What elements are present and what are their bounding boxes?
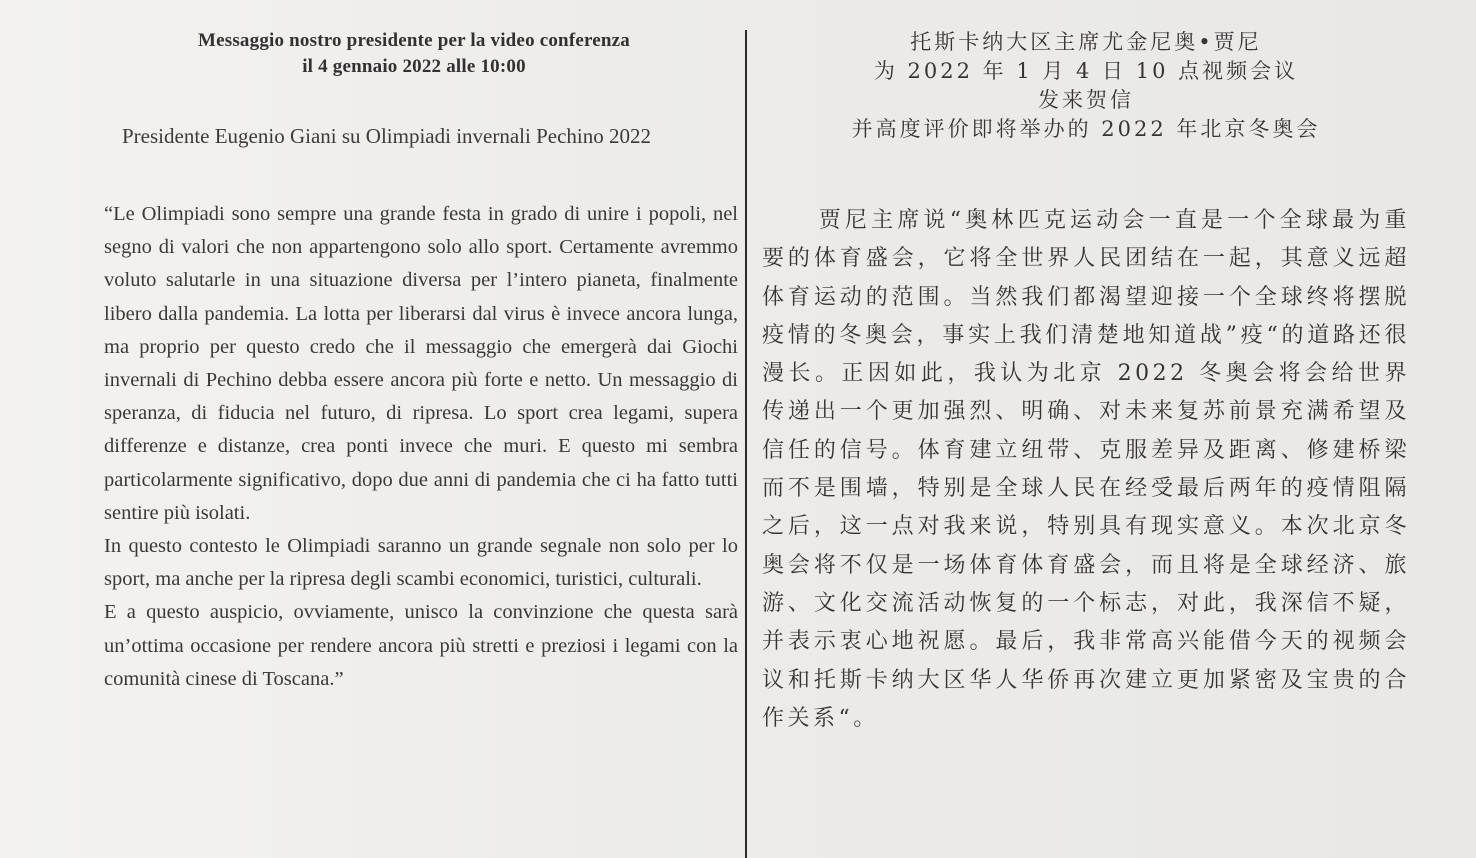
italian-body [104,198,738,696]
chinese-paragraph: 贾尼主席说“奥林匹克运动会一直是一个全球最为重要的体育盛会，它将全世界人民团结在一起，其意义远超体育运动的范围。当然我们都渴望迎接一个全球终将摆脱疫情的冬奥会，事实上我们清楚地知道战”疫“的道路还很漫长。正因如此，我认为北京 2022 冬奥会将会给世界传递出一个更加强烈、明确、对未来复苏前景充满希望及信任的信号。体育建立纽带、克服差异及距离、修建桥梁而不是围墙，特别是全球人民在经受最后两年的疫情阻隔之后，这一点对我来说，特别具有现实意义。本次北京冬奥会将不仅是一场体育体育盛会，而且将是全球经济、旅游、文化交流活动恢复的一个标志，对此，我深信不疑，并表示衷心地祝愿。最后，我非常高兴能借今天的视频会议和托斯卡纳大区华人华侨再次建立更加紧密及宝贵的合作关系“。 [762,208,1410,731]
italian-heading-line2: il 4 gennaio 2022 alle 10:00 [302,56,526,77]
chinese-paragraph-wrapper [762,202,1410,738]
chinese-heading-line: 托斯卡纳大区主席尤金尼奥•贾尼 [910,30,1262,54]
chinese-heading-line: 为 2022 年 1 月 4 日 10 点视频会议 [873,59,1299,83]
italian-column [90,28,738,696]
chinese-heading [762,28,1410,144]
column-divider [745,30,747,858]
italian-subtitle: Presidente Eugenio Giani su Olimpiadi invernali Pechino 2022 [122,124,651,148]
italian-heading-line1: Messaggio nostro presidente per la video conferenza [197,30,631,51]
chinese-heading-line: 并高度评价即将举办的 2022 年北京冬奥会 [851,117,1321,141]
chinese-body [762,202,1410,738]
italian-paragraph: E a questo auspicio, ovviamente, unisco la convinzione che questa sarà un’ottima occasione per rendere ancora più stretti e preziosi i legami con la comunità cinese di Toscana.” [104,601,738,690]
italian-paragraph: “Le Olimpiadi sono sempre una grande festa in grado di unire i popoli, nel segno di valori che non appartengono solo allo sport. Certamente avremmo voluto salutarle in una situazione diversa per l’intero pianeta, finalmente libero dalla pandemia. La lotta per liberarsi dal virus è invece ancora lunga, ma proprio per questo credo che il messaggio che emergerà dai Giochi invernali di Pechino debba essere ancora più forte e netto. Un messaggio di speranza, di fiducia nel futuro, di ripresa. Lo sport crea legami, supera differenze e distanze, crea ponti invece che muri. E questo mi sembra particolarmente significativo, dopo due anni di pandemia che ci ha fatto tutti sentire più isolati. [104,203,738,524]
chinese-heading-line: 发来贺信 [1038,88,1134,112]
italian-heading [90,28,738,80]
italian-paragraph: In questo contesto le Olimpiadi saranno un grande segnale non solo per lo sport, ma anche per la ripresa degli scambi economici, turistici, culturali. [104,535,738,591]
chinese-column [762,28,1410,738]
